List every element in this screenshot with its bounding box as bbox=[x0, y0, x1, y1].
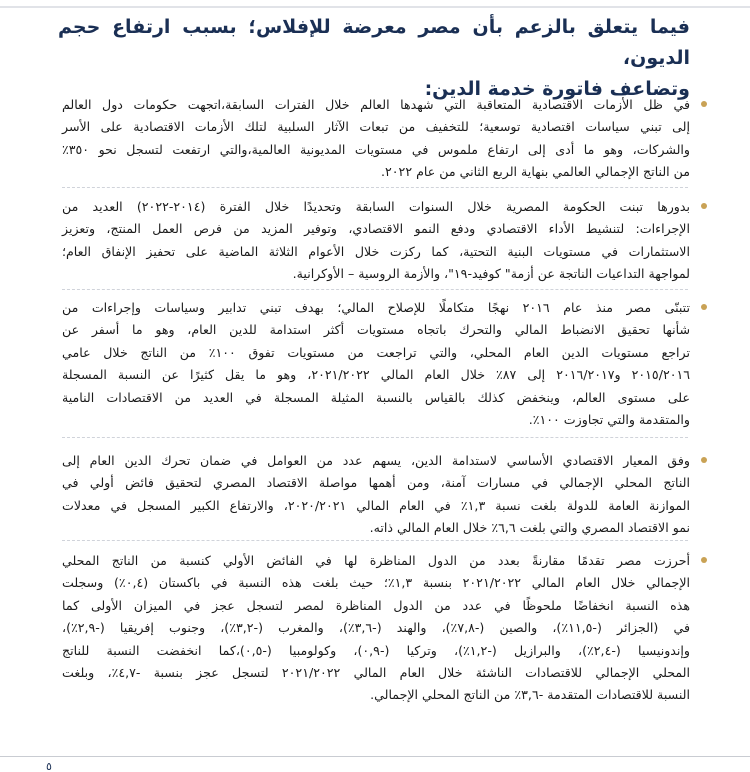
paragraph-line: الإجمالي خلال العام المالي ٢٠٢١/٢٠٢٢ بنسبة ١,٣٪؛ حيث بلغت هذه النسبة في باكستان (٠,٤٪) وسجلت bbox=[62, 575, 691, 591]
paragraph-line: تراجع مستويات الدين العام المحلي، والتي تراجعت من مستويات تفوق ١٠٠٪ من الناتج خلال عامي bbox=[62, 344, 690, 360]
paragraph-line: تتبنّى مصر منذ عام ٢٠١٦ نهجًا متكاملًا للإصلاح المالي؛ بهدف تبني تدابير وسياسات وإجراءات من bbox=[62, 300, 690, 315]
paragraph-line: ٢٠١٥/٢٠١٦ و٢٠١٦/٢٠١٧ إلى ٨٧٪ خلال العام المالي ٢٠٢١/٢٠٢٢، وهو ما يقل كثيرًا عن النسبة المسجلة bbox=[62, 367, 690, 383]
paragraph-line: النسبة للاقتصادات المتقدمة -٣,٦٪ من الناتج المحلي الإجمالي. bbox=[370, 687, 690, 703]
paragraph-line: نمو الاقتصاد المصري والتي بلغت ٦,٦٪ خلال العام المالي ذاته. bbox=[369, 520, 690, 536]
paragraph-line: الاستثمارات في مستويات البنية التحتية، كما ركزت خلال الأعوام الثلاثة الماضية على تحفيز الإنفاق العام؛ bbox=[62, 243, 690, 259]
separator bbox=[62, 437, 688, 439]
separator bbox=[62, 289, 688, 291]
paragraph-5 bbox=[62, 550, 690, 707]
paragraph-1 bbox=[62, 94, 690, 184]
paragraph-line: هذه النسبة انخفاضًا ملحوظًا في عدد من الدول المناظرة لمصر لتسجل عجز في الميزان الأولى كما bbox=[62, 597, 690, 613]
paragraph-line: أحرزت مصر تقدمًا مقارنةً بعدد من الدول المناظرة لها في الفائض الأولي كنسبة من الناتج المحلي bbox=[62, 553, 690, 568]
paragraph-3 bbox=[62, 297, 690, 431]
paragraph-line: والمتقدمة والتي تجاوزت ١٠٠٪. bbox=[528, 412, 690, 428]
bullet-icon bbox=[701, 101, 707, 107]
section-heading bbox=[58, 12, 690, 105]
paragraph-line: والشركات، وهو ما أدى إلى ارتفاع ملموس في مستويات المديونية العالمية،والتي ارتفعت لتسجل نحو ٣٥٠٪ bbox=[62, 141, 690, 157]
paragraph-line: المحلي الإجمالي للاقتصادات الناشئة خلال العام المالي ٢٠٢١/٢٠٢٢ لتسجل عجز بنسبة -٤,٧٪، وبلغت bbox=[62, 665, 691, 681]
paragraph-line: لمواجهة التداعيات الناتجة عن أزمة" كوفيد-١٩"، والأزمة الروسية – الأوكرانية. bbox=[292, 266, 690, 282]
paragraph-line: في ظل الأزمات الاقتصادية المتعاقبة التي شهدها العالم خلال الفترات السابقة،اتجهت حكومات دول العالم bbox=[62, 97, 690, 112]
separator bbox=[62, 187, 688, 189]
paragraph-line: إلى تبني سياسات اقتصادية توسعية؛ للتخفيف من تبعات الآثار السلبية لتلك الأزمات الاقتصادية على الأسر bbox=[62, 119, 690, 135]
heading-line-2: وتضاعف فاتورة خدمة الدين: bbox=[424, 78, 690, 100]
paragraph-4 bbox=[62, 450, 690, 540]
page-number: ٥ bbox=[46, 760, 52, 772]
bullet-icon bbox=[701, 304, 707, 310]
paragraph-line: الإجراءات: لتنشيط الأداء الاقتصادي ودفع النمو الاقتصادي، وتوفير المزيد من فرص العمل المنتج، وتعزيز bbox=[62, 221, 690, 237]
bullet-icon bbox=[701, 457, 707, 463]
paragraph-line: الناتج المحلي الإجمالي في مسارات آمنة، ومن أهمها مواصلة الاقتصاد المصري لتحقيق فائض أولي في bbox=[62, 475, 690, 491]
paragraph-line: وفق المعيار الاقتصادي الأساسي لاستدامة الدين، يسهم عدد من العوامل في ضمان تحرك الدين العام إلى bbox=[62, 453, 690, 468]
top-rule bbox=[0, 6, 750, 8]
paragraph-line: وإندونيسيا (-٢,٤٪)، والبرازيل (-١,٢٪)، وتركيا (-٠,٩)، وكولومبيا (-٠,٥)،كما انخفضت النسبة للناتج bbox=[62, 642, 690, 658]
paragraph-2 bbox=[62, 196, 690, 286]
footer-rule bbox=[0, 756, 750, 757]
bullet-icon bbox=[701, 557, 707, 563]
paragraph-line: بدورها تبنت الحكومة المصرية خلال السنوات السابقة وتحديدًا خلال الفترة (٢٠١٤-٢٠٢٢) العديد من bbox=[62, 199, 690, 214]
paragraph-line: شأنها تحقيق الانضباط المالي والتحرك باتجاه مستويات أكثر استدامة للدين العام، وهو ما أسفر عن bbox=[62, 322, 690, 338]
bullet-icon bbox=[701, 203, 707, 209]
paragraph-line: على مستوى العالم، وينخفض كذلك بالقياس بالنسبة المثيلة المسجلة في العديد من الاقتصادات النامية bbox=[62, 389, 690, 405]
paragraph-line: من الناتج الإجمالي العالمي بنهاية الربع الثاني من عام ٢٠٢٢. bbox=[381, 164, 690, 180]
separator bbox=[62, 540, 688, 542]
heading-line-1: فيما يتعلق بالزعم بأن مصر معرضة للإفلاس؛ بسبب ارتفاع حجم الديون، bbox=[58, 16, 690, 69]
paragraph-line: الموازنة العامة للدولة بلغت نسبة ١,٣٪ في العام المالي ٢٠٢٠/٢٠٢١، والارتفاع الكبير المسجل في معدلات bbox=[62, 497, 691, 513]
paragraph-line: في (الجزائر (-١١,٥٪)، والصين (-٧,٨٪)، والهند (-٣,٦٪)، والمغرب (-٣,٢٪)، وجنوب إفريقيا (-٢,٩٪)، bbox=[62, 620, 690, 636]
